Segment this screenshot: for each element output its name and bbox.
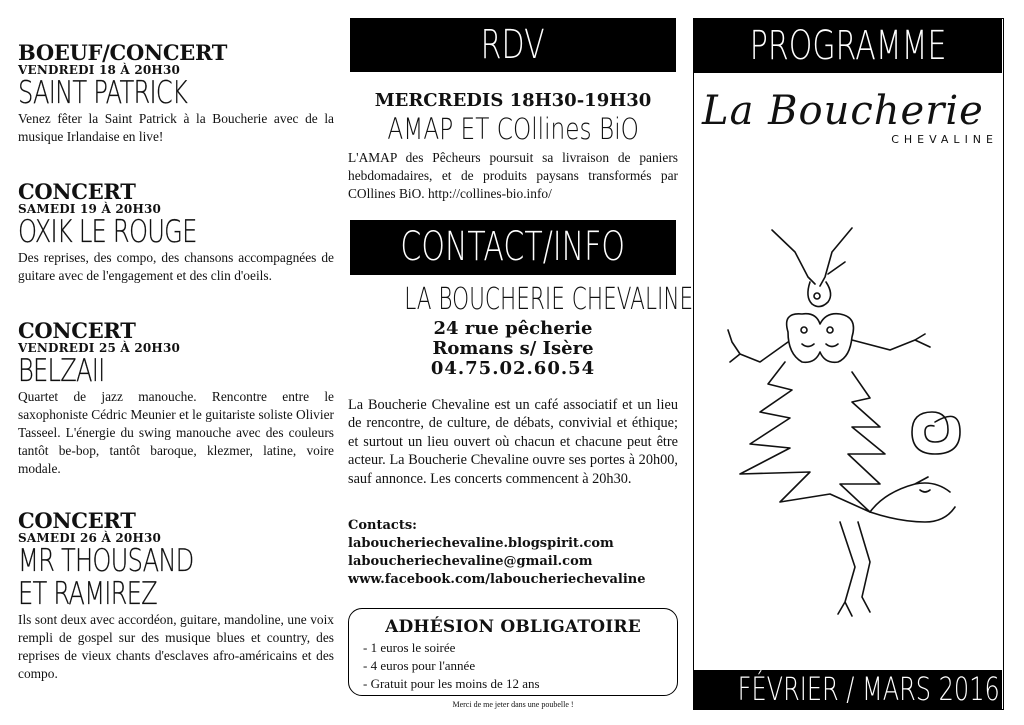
event-type: CONCERT xyxy=(18,179,136,204)
event-name: OXIK LE ROUGE xyxy=(18,214,197,250)
event-date: VENDREDI 25 À 20H30 xyxy=(18,341,181,355)
address-street: 24 rue pêcherie xyxy=(433,318,593,339)
event-belzaii xyxy=(18,320,334,478)
drawing-leg-right xyxy=(820,228,852,286)
rdv-title: RDV xyxy=(481,22,545,68)
event-name-line2: ET RAMIREZ xyxy=(18,576,157,612)
drawing-tail xyxy=(870,507,955,522)
venue-name: LA BOUCHERIE CHEVALINE xyxy=(404,282,694,317)
contact-header xyxy=(350,220,676,275)
venue-wrap xyxy=(348,282,694,317)
contacts-block xyxy=(348,517,678,589)
rdv-schedule: MERCREDIS 18H30-19H30 xyxy=(374,90,652,111)
period-footer xyxy=(694,670,1002,709)
event-name: BELZAII xyxy=(18,353,105,389)
event-mr-thousand xyxy=(18,510,334,683)
drawing-leg-left xyxy=(772,230,815,284)
event-type: BOEUF/CONCERT xyxy=(18,40,228,65)
drawing-arm-right xyxy=(852,334,930,350)
event-name-line1: MR THOUSAND xyxy=(18,543,194,579)
footnote: Merci de me jeter dans une poubelle ! xyxy=(452,700,574,709)
rdv-header xyxy=(350,18,676,72)
adhesion-item: - 4 euros pour l'année xyxy=(363,657,663,675)
event-description: Venez fêter la Saint Patrick à la Boucherie avec de la musique Irlandaise en live! xyxy=(18,111,334,144)
event-date: SAMEDI 26 À 20H30 xyxy=(18,531,162,545)
rdv-subtitle: AMAP ET COllines BiO xyxy=(387,112,639,146)
adhesion-title: ADHÉSION OBLIGATOIRE xyxy=(385,617,641,637)
contact-title: CONTACT/INFO xyxy=(400,224,626,270)
event-description: Quartet de jazz manouche. Rencontre entre le saxophoniste Cédric Meunier et le guitariste soliste Olivier Tasseel. L'énergie du swing manouche avec des couleurs tantôt be-bop, tantôt baroque, klezmer, latine, voire modale. xyxy=(18,389,334,476)
drawing-face-eye xyxy=(827,327,833,333)
contacts-label: Contacts: xyxy=(348,518,417,533)
address-city: Romans s/ Isère xyxy=(432,338,594,359)
event-saint-patrick xyxy=(18,42,334,146)
facebook-link[interactable]: www.facebook.com/laboucheriechevaline xyxy=(348,572,646,587)
cover-title: PROGRAMME xyxy=(749,23,947,69)
adhesion-box xyxy=(348,608,678,696)
drawing-bird xyxy=(870,477,950,512)
logo-sub: CHEVALINE xyxy=(891,133,998,146)
event-type: CONCERT xyxy=(18,508,136,533)
phone-number: 04.75.02.60.54 xyxy=(430,358,596,379)
drawing-body xyxy=(740,362,885,512)
drawing-leg-back xyxy=(828,262,845,274)
event-description: Des reprises, des compo, des chansons accompagnées de guitare avec de l'engagement et des clin d'oeils. xyxy=(18,250,334,283)
adhesion-list xyxy=(363,639,663,693)
email-link[interactable]: laboucheriechevaline@gmail.com xyxy=(348,554,593,569)
adhesion-item: - 1 euros le soirée xyxy=(363,639,663,657)
drawing-face-eye xyxy=(801,327,807,333)
event-type: CONCERT xyxy=(18,318,136,343)
event-date: SAMEDI 19 À 20H30 xyxy=(18,202,162,216)
event-description: Ils sont deux avec accordéon, guitare, mandoline, une voix rempli de gospel sur des musique blues et country, des reprises de vieux chants d'esclaves afro-américains et des compo. xyxy=(18,612,334,681)
drawing-lower-legs xyxy=(838,522,870,616)
event-oxik-le-rouge xyxy=(18,181,334,285)
drawing-face-mouth xyxy=(826,344,838,347)
drawing-arm-left xyxy=(728,330,788,362)
rdv-subtitle-wrap xyxy=(348,112,678,146)
about-text: La Boucherie Chevaline est un café associatif et un lieu de rencontre, de culture, de débats, convivial et éthique; et surtout un lieu ouvert où chacun et chacune peut être acteur. La Boucherie Chevaline ouvre ses portes à 20h00, sauf annonce. Les concerts commencent à 20h30. xyxy=(348,397,678,487)
logo-main: La Boucherie xyxy=(702,88,984,134)
logo xyxy=(702,89,1002,146)
period-text: FÉVRIER / MARS 2016 xyxy=(737,670,1000,708)
drawing-spiral xyxy=(912,412,960,454)
adhesion-item: - Gratuit pour les moins de 12 ans xyxy=(363,675,663,693)
event-date: VENDREDI 18 À 20H30 xyxy=(18,63,181,77)
rdv-description: L'AMAP des Pêcheurs poursuit sa livraison de paniers hebdomadaires, et de produits paysans transformés par COllines BiO. http://collines-bio.info/ xyxy=(348,150,678,201)
drawing-faces xyxy=(787,314,854,363)
cover-header xyxy=(694,19,1002,73)
drawing-face-mouth xyxy=(802,344,814,347)
horse-drawing-illustration xyxy=(720,222,980,622)
blog-link[interactable]: laboucheriechevaline.blogspirit.com xyxy=(348,536,614,551)
drawing-eye xyxy=(814,293,820,299)
event-name: SAINT PATRICK xyxy=(18,75,188,111)
